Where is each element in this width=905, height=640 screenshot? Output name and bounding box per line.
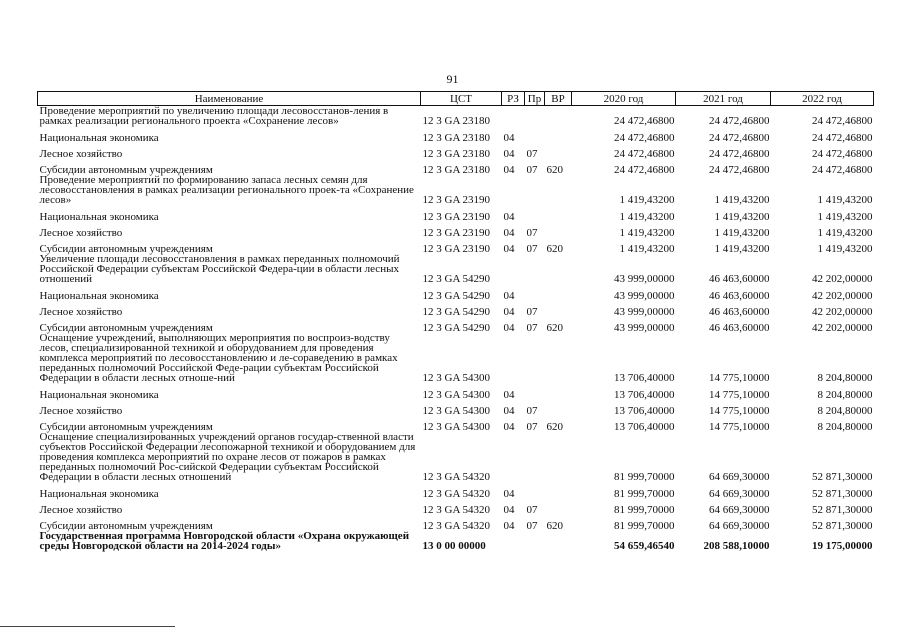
cell-y2020: 13 706,40000 [614, 372, 675, 384]
cell-name: Оснащение специализированных учреждений органов государ-ственной власти субъектов Российской Федерации лесопожарной техникой и оборудованием для проведения комплекса мероприятий по охране лесов от пожаров в рамках переданных полномочий Рос-сийской Федерации субъектам Российской Федерации в области лесных отношений [39, 431, 416, 483]
cell-name: Национальная экономика [39, 211, 159, 223]
cell-rz: 04 [503, 243, 515, 255]
header-cst: ЦСТ [421, 92, 502, 106]
cell-name: Субсидии автономным учреждениям [39, 164, 213, 176]
cell-rz: 04 [503, 322, 515, 334]
cell-pr [525, 285, 545, 301]
table-row [38, 384, 874, 400]
cell-vr [545, 254, 572, 285]
cell-y2020: 1 419,43200 [619, 211, 675, 223]
cell-cst: 12 3 GA 54300 [422, 421, 491, 433]
table-row [38, 285, 874, 301]
cell-y2022: 24 472,46800 [812, 164, 873, 176]
header-2020: 2020 год [572, 92, 676, 106]
cell-rz [502, 531, 525, 552]
cell-vr [545, 206, 572, 222]
header-2022: 2022 год [771, 92, 874, 106]
cell-y2020: 1 419,43200 [619, 194, 675, 206]
header-rz: РЗ [502, 92, 525, 106]
cell-y2020: 24 472,46800 [614, 148, 675, 160]
cell-cst: 12 3 GA 54300 [422, 372, 491, 384]
cell-y2020: 81 999,70000 [614, 504, 675, 516]
cell-pr [525, 106, 545, 128]
cell-rz: 04 [503, 504, 515, 516]
cell-y2021: 1 419,43200 [714, 227, 770, 239]
cell-name: Субсидии автономным учреждениям [39, 421, 213, 433]
header-vr: ВР [545, 92, 572, 106]
cell-cst: 12 3 GA 23190 [422, 227, 491, 239]
table-header-row [38, 92, 874, 106]
cell-vr [545, 301, 572, 317]
cell-rz: 04 [503, 148, 515, 160]
total-row [38, 531, 874, 552]
table-row [38, 301, 874, 317]
cell-pr: 07 [526, 227, 538, 239]
cell-rz: 04 [503, 227, 515, 239]
table-row [38, 175, 874, 206]
cell-pr: 07 [526, 322, 538, 334]
cell-rz [502, 432, 525, 483]
table-row [38, 515, 874, 531]
cell-pr [525, 384, 545, 400]
cell-rz: 04 [503, 389, 515, 401]
cell-name: Национальная экономика [39, 290, 159, 302]
header-2021: 2021 год [676, 92, 771, 106]
cell-cst: 12 3 GA 23180 [422, 148, 491, 160]
cell-y2020: 13 706,40000 [614, 405, 675, 417]
cell-rz [502, 106, 525, 128]
cell-y2021: 46 463,60000 [709, 290, 770, 302]
cell-y2020: 81 999,70000 [614, 520, 675, 532]
cell-y2021: 46 463,60000 [709, 273, 770, 285]
table-row [38, 499, 874, 515]
cell-y2022: 52 871,30000 [812, 471, 873, 483]
cell-y2021: 14 775,10000 [709, 372, 770, 384]
cell-name: Проведение мероприятий по формированию запаса лесных семян для лесовосстановления в рамках реализации регионального проек-та «Сохранение лесов» [39, 174, 414, 206]
table-row [38, 317, 874, 333]
cell-y2022: 42 202,00000 [812, 273, 873, 285]
cell-name: Субсидии автономным учреждениям [39, 520, 213, 532]
cell-y2020: 13 706,40000 [614, 421, 675, 433]
cell-y2022: 8 204,80000 [817, 421, 873, 433]
cell-y2021: 46 463,60000 [709, 322, 770, 334]
cell-pr [525, 127, 545, 143]
cell-rz: 04 [503, 164, 515, 176]
cell-vr: 620 [546, 243, 563, 255]
cell-y2021: 1 419,43200 [714, 211, 770, 223]
cell-y2020: 54 659,46540 [614, 540, 675, 552]
cell-y2022: 24 472,46800 [812, 132, 873, 144]
cell-y2022: 24 472,46800 [812, 115, 873, 127]
cell-y2020: 1 419,43200 [619, 227, 675, 239]
cell-name: Национальная экономика [39, 132, 159, 144]
cell-cst: 12 3 GA 54290 [422, 290, 491, 302]
cell-y2021: 14 775,10000 [709, 405, 770, 417]
cell-vr: 620 [546, 164, 563, 176]
cell-rz: 04 [503, 306, 515, 318]
cell-y2021: 24 472,46800 [709, 115, 770, 127]
header-pr: Пр [525, 92, 545, 106]
cell-y2022: 42 202,00000 [812, 306, 873, 318]
cell-cst: 13 0 00 00000 [422, 540, 486, 552]
cell-cst: 12 3 GA 54320 [422, 520, 491, 532]
cell-vr [545, 222, 572, 238]
cell-y2021: 46 463,60000 [709, 306, 770, 318]
cell-y2020: 43 999,00000 [614, 306, 675, 318]
cell-y2020: 43 999,00000 [614, 290, 675, 302]
cell-vr: 620 [546, 520, 563, 532]
cell-y2022: 52 871,30000 [812, 520, 873, 532]
table-row [38, 238, 874, 254]
cell-y2020: 1 419,43200 [619, 243, 675, 255]
cell-vr [545, 432, 572, 483]
cell-vr [545, 333, 572, 384]
table-row [38, 254, 874, 285]
cell-y2020: 24 472,46800 [614, 115, 675, 127]
cell-name: Национальная экономика [39, 389, 159, 401]
cell-vr [545, 285, 572, 301]
cell-name: Увеличение площади лесовосстановления в рамках переданных полномочий Российской Федерации субъектам Российской Федера-ции в области лесных отношений [39, 253, 400, 285]
cell-y2022: 42 202,00000 [812, 290, 873, 302]
cell-y2022: 1 419,43200 [817, 243, 873, 255]
table-row [38, 143, 874, 159]
cell-cst: 12 3 GA 54290 [422, 322, 491, 334]
cell-name: Субсидии автономным учреждениям [39, 243, 213, 255]
cell-y2022: 1 419,43200 [817, 211, 873, 223]
cell-pr [525, 254, 545, 285]
header-name: Наименование [38, 92, 421, 106]
cell-pr: 07 [526, 504, 538, 516]
cell-vr: 620 [546, 421, 563, 433]
cell-pr [525, 531, 545, 552]
cell-y2022: 19 175,00000 [812, 540, 873, 552]
cell-cst: 12 3 GA 54320 [422, 471, 491, 483]
cell-y2022: 1 419,43200 [817, 194, 873, 206]
cell-vr [545, 143, 572, 159]
table-row [38, 400, 874, 416]
footnote-rule [0, 626, 175, 627]
cell-cst: 12 3 GA 54290 [422, 306, 491, 318]
table-row [38, 206, 874, 222]
table-row [38, 159, 874, 175]
cell-vr [545, 400, 572, 416]
cell-name: Оснащение учреждений, выполняющих мероприятия по воспроиз-водству лесов, специализированной техникой и оборудованием для проведения комплекса мероприятий по лесовосстановлению и ле-сораведению в рамках переданных полномочий Российской Феде-рации субъектам Российской Федерации в области лесных отноше-ний [39, 332, 398, 384]
cell-y2021: 64 669,30000 [709, 520, 770, 532]
table-body [38, 106, 874, 553]
cell-y2022: 52 871,30000 [812, 488, 873, 500]
cell-pr [525, 333, 545, 384]
cell-rz [502, 254, 525, 285]
cell-pr [525, 175, 545, 206]
cell-rz: 04 [503, 421, 515, 433]
table-row [38, 432, 874, 483]
cell-y2021: 64 669,30000 [709, 504, 770, 516]
page-number: 91 [446, 72, 459, 86]
cell-y2020: 24 472,46800 [614, 132, 675, 144]
cell-name: Национальная экономика [39, 488, 159, 500]
cell-cst: 12 3 GA 54320 [422, 488, 491, 500]
cell-y2022: 42 202,00000 [812, 322, 873, 334]
cell-cst: 12 3 GA 23190 [422, 211, 491, 223]
cell-name: Лесное хозяйство [39, 405, 123, 417]
cell-y2022: 52 871,30000 [812, 504, 873, 516]
cell-cst: 12 3 GA 23180 [422, 132, 491, 144]
cell-y2021: 1 419,43200 [714, 243, 770, 255]
cell-pr: 07 [526, 421, 538, 433]
cell-pr [525, 483, 545, 499]
cell-rz [502, 333, 525, 384]
cell-vr: 620 [546, 322, 563, 334]
cell-y2021: 64 669,30000 [709, 488, 770, 500]
cell-cst: 12 3 GA 54290 [422, 273, 491, 285]
cell-y2020: 13 706,40000 [614, 389, 675, 401]
cell-cst: 12 3 GA 23190 [422, 194, 491, 206]
cell-y2022: 1 419,43200 [817, 227, 873, 239]
cell-y2022: 8 204,80000 [817, 405, 873, 417]
cell-y2021: 24 472,46800 [709, 148, 770, 160]
table-row [38, 127, 874, 143]
cell-y2021: 24 472,46800 [709, 164, 770, 176]
cell-pr: 07 [526, 243, 538, 255]
cell-rz: 04 [503, 132, 515, 144]
cell-y2022: 8 204,80000 [817, 389, 873, 401]
cell-y2021: 208 588,10000 [703, 540, 770, 552]
cell-pr [525, 432, 545, 483]
cell-rz: 04 [503, 211, 515, 223]
cell-cst: 12 3 GA 23190 [422, 243, 491, 255]
cell-pr: 07 [526, 148, 538, 160]
cell-cst: 12 3 GA 54320 [422, 504, 491, 516]
cell-cst: 12 3 GA 54300 [422, 405, 491, 417]
cell-y2020: 43 999,00000 [614, 322, 675, 334]
table-row [38, 106, 874, 128]
cell-pr: 07 [526, 520, 538, 532]
cell-vr [545, 483, 572, 499]
table-row [38, 222, 874, 238]
cell-pr: 07 [526, 164, 538, 176]
cell-y2020: 43 999,00000 [614, 273, 675, 285]
cell-y2020: 24 472,46800 [614, 164, 675, 176]
cell-vr [545, 531, 572, 552]
cell-rz: 04 [503, 290, 515, 302]
cell-rz: 04 [503, 520, 515, 532]
cell-vr [545, 106, 572, 128]
cell-rz [502, 175, 525, 206]
cell-y2021: 64 669,30000 [709, 471, 770, 483]
cell-vr [545, 127, 572, 143]
cell-name: Проведение мероприятий по увеличению площади лесовосстанов-ления в рамках реализации регионального проекта «Сохранение лесов» [39, 105, 389, 127]
cell-vr [545, 175, 572, 206]
cell-cst: 12 3 GA 54300 [422, 389, 491, 401]
budget-table [37, 91, 874, 552]
cell-y2021: 14 775,10000 [709, 421, 770, 433]
cell-y2022: 8 204,80000 [817, 372, 873, 384]
cell-name: Лесное хозяйство [39, 504, 123, 516]
cell-name: Лесное хозяйство [39, 148, 123, 160]
cell-pr: 07 [526, 306, 538, 318]
cell-cst: 12 3 GA 23180 [422, 115, 491, 127]
cell-y2020: 81 999,70000 [614, 488, 675, 500]
cell-rz: 04 [503, 405, 515, 417]
cell-vr [545, 384, 572, 400]
cell-y2021: 24 472,46800 [709, 132, 770, 144]
cell-rz: 04 [503, 488, 515, 500]
cell-name: Государственная программа Новгородской области «Охрана окружающей среды Новгородской области на 2014-2024 годы» [39, 530, 410, 552]
table-row [38, 483, 874, 499]
table-row [38, 333, 874, 384]
cell-pr [525, 206, 545, 222]
cell-name: Субсидии автономным учреждениям [39, 322, 213, 334]
cell-pr: 07 [526, 405, 538, 417]
cell-y2020: 81 999,70000 [614, 471, 675, 483]
table-row [38, 416, 874, 432]
cell-cst: 12 3 GA 23180 [422, 164, 491, 176]
cell-name: Лесное хозяйство [39, 227, 123, 239]
cell-name: Лесное хозяйство [39, 306, 123, 318]
cell-y2021: 14 775,10000 [709, 389, 770, 401]
cell-y2021: 1 419,43200 [714, 194, 770, 206]
cell-vr [545, 499, 572, 515]
cell-y2022: 24 472,46800 [812, 148, 873, 160]
